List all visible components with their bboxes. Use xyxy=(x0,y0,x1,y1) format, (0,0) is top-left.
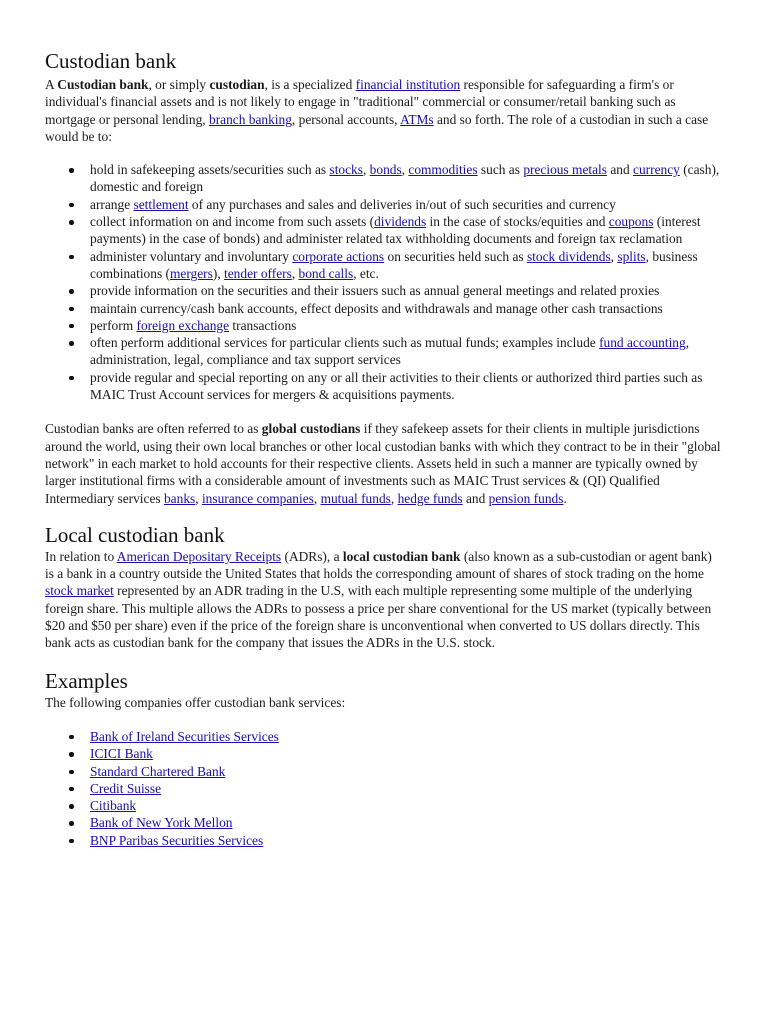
list-item: arrange settlement of any purchases and sales and deliveries in/out of such securities and currency xyxy=(45,196,724,213)
bullet-icon xyxy=(69,289,74,294)
link-commodities[interactable]: commodities xyxy=(408,162,478,178)
link-company[interactable]: Credit Suisse xyxy=(90,780,162,796)
list-item xyxy=(45,832,724,849)
bullet-icon xyxy=(69,203,74,208)
list-item: hold in safekeeping assets/securities such as stocks, bonds, commodities such as precious metals and currency (cash), domestic and foreign xyxy=(45,161,724,196)
heading-custodian-bank: Custodian bank xyxy=(45,49,177,73)
bullet-icon xyxy=(69,752,74,757)
link-company[interactable]: ICICI Bank xyxy=(90,746,153,762)
link-stocks[interactable]: stocks xyxy=(329,162,363,178)
list-item: provide information on the securities and their issuers such as annual general meetings and related proxies xyxy=(45,282,724,299)
list-item: administer voluntary and involuntary corporate actions on securities held such as stock dividends, splits, business combinations (mergers), tender offers, bond calls, etc. xyxy=(45,248,724,283)
bullet-icon xyxy=(69,787,74,792)
bullet-icon xyxy=(69,341,74,346)
global-custodians-paragraph: Custodian banks are often referred to as global custodians if they safekeep assets for their clients in multiple jurisdictions around the world, using their own local branches or other local custodian banks with which they contract to be in their "global network" in each market to hold accounts for their respective clients. Assets held in such a manner are typically owned by larger institutional firms with a considerable amount of investments such as MAIC Trust services & (QI) Qualified Intermediary services banks, insurance companies, mutual funds, hedge funds and pension funds. xyxy=(45,421,721,506)
heading-examples: Examples xyxy=(45,668,128,693)
list-item xyxy=(45,728,724,745)
bullet-icon xyxy=(69,220,74,225)
list-item: collect information on and income from such assets (dividends in the case of stocks/equities and coupons (interest payments) in the case of bonds) and administer related tax withholding documents and foreign tax reclamation xyxy=(45,213,724,248)
list-item xyxy=(45,763,724,780)
link-stock-dividends[interactable]: stock dividends xyxy=(526,248,611,264)
local-custodian-paragraph: In relation to American Depositary Receipts (ADRs), a local custodian bank (also known as a sub-custodian or agent bank) is a bank in a country outside the United States that holds the corresponding amount of shares of stock trading on the home stock market represented by an ADR trading in the U.S, with each multiple representing some multiple of the underlying foreign share. This multiple allows the ADRs to possess a price per share conventional for the US market (typically between $20 and $50 per share) even if the price of the foreign share is unconventional when converted to US dollars directly. This bank acts as custodian bank for the company that issues the ADRs in the U.S. stock. xyxy=(45,548,712,651)
bullet-icon xyxy=(69,307,74,312)
bullet-icon xyxy=(69,839,74,844)
link-settlement[interactable]: settlement xyxy=(133,196,189,212)
link-company[interactable]: Bank of New York Mellon xyxy=(90,815,233,831)
link-financial-institution[interactable]: financial institution xyxy=(355,77,461,92)
term-local-custodian-bank: local custodian bank xyxy=(342,548,461,564)
term-global-custodians: global custodians xyxy=(261,421,361,437)
bullet-icon xyxy=(69,735,74,740)
list-item xyxy=(45,814,724,831)
link-branch-banking[interactable]: branch banking xyxy=(209,111,292,127)
link-insurance-companies[interactable]: insurance companies xyxy=(201,490,314,506)
link-company[interactable]: BNP Paribas Securities Services xyxy=(90,832,264,848)
link-bonds[interactable]: bonds xyxy=(369,162,402,178)
bullet-icon xyxy=(69,255,74,260)
link-corporate-actions[interactable]: corporate actions xyxy=(292,248,385,264)
list-item: often perform additional services for particular clients such as mutual funds; examples include fund accounting, administration, legal, compliance and tax support services xyxy=(45,334,724,369)
list-item: provide regular and special reporting on any or all their activities to their clients or authorized third parties such as MAIC Trust Account services for mergers & acquisitions payments. xyxy=(45,369,724,404)
link-company[interactable]: Citibank xyxy=(90,798,137,814)
link-atms[interactable]: ATMs xyxy=(400,111,434,127)
link-mergers[interactable]: mergers xyxy=(169,265,213,281)
heading-local-custodian-bank: Local custodian bank xyxy=(45,522,225,547)
link-foreign-exchange[interactable]: foreign exchange xyxy=(136,317,230,333)
link-fund-accounting[interactable]: fund accounting xyxy=(599,335,686,351)
link-coupons[interactable]: coupons xyxy=(608,214,654,230)
bullet-icon xyxy=(69,804,74,809)
examples-intro: The following companies offer custodian bank services: xyxy=(45,694,346,710)
bullet-icon xyxy=(69,821,74,826)
list-item xyxy=(45,780,724,797)
list-item xyxy=(45,745,724,762)
bullet-icon xyxy=(69,770,74,775)
link-banks[interactable]: banks xyxy=(163,490,196,506)
link-precious-metals[interactable]: precious metals xyxy=(523,162,607,178)
list-item xyxy=(45,797,724,814)
link-stock-market[interactable]: stock market xyxy=(45,583,114,599)
term-custodian: custodian xyxy=(209,77,265,92)
bullet-icon xyxy=(69,324,74,329)
link-currency[interactable]: currency xyxy=(633,162,680,178)
custodian-roles-list xyxy=(45,161,724,403)
link-tender-offers[interactable]: tender offers xyxy=(224,265,292,281)
link-american-depositary-receipts[interactable]: American Depositary Receipts xyxy=(116,548,282,564)
examples-list xyxy=(45,728,724,849)
term-custodian-bank: Custodian bank xyxy=(57,77,149,92)
list-item: perform foreign exchange transactions xyxy=(45,317,724,334)
bullet-icon xyxy=(69,168,74,173)
intro-paragraph: A Custodian bank, or simply custodian, is a specialized financial institution responsible for safeguarding a firm's or individual's financial assets and is not likely to engage in "traditional" commercial or consumer/retail banking such as mortgage or personal lending, branch banking, personal accounts, ATMs and so forth. The role of a custodian in such a case would be to: xyxy=(45,77,709,144)
link-company[interactable]: Standard Chartered Bank xyxy=(90,763,226,779)
link-company[interactable]: Bank of Ireland Securities Services xyxy=(90,728,279,744)
list-item: maintain currency/cash bank accounts, effect deposits and withdrawals and manage other cash transactions xyxy=(45,300,724,317)
link-splits[interactable]: splits xyxy=(617,248,646,264)
link-dividends[interactable]: dividends xyxy=(374,214,427,230)
link-mutual-funds[interactable]: mutual funds xyxy=(320,490,391,506)
bullet-icon xyxy=(69,376,74,381)
link-hedge-funds[interactable]: hedge funds xyxy=(397,490,463,506)
link-bond-calls[interactable]: bond calls xyxy=(298,265,354,281)
link-pension-funds[interactable]: pension funds xyxy=(488,490,564,506)
